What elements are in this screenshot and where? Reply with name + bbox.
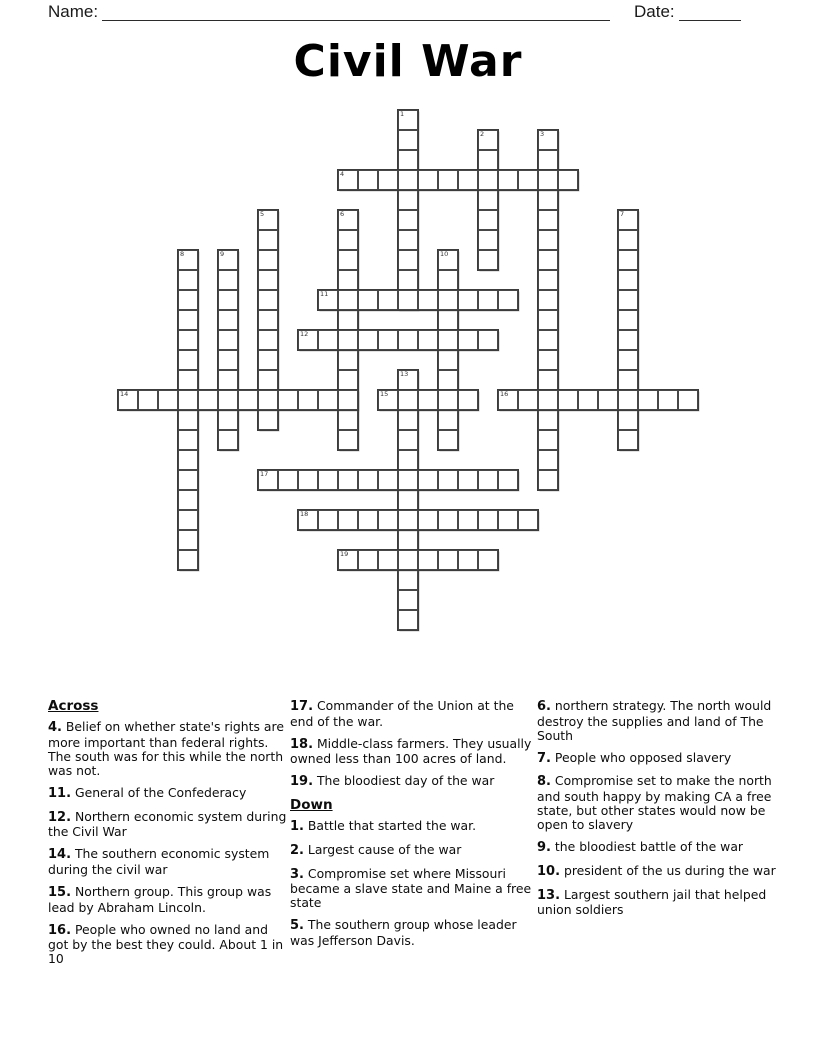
clue-number-label: 6. [537, 699, 551, 714]
word-12-across [298, 330, 498, 350]
grid-cell [438, 170, 458, 190]
word-16-across [498, 390, 698, 410]
grid-cell [298, 470, 318, 490]
grid-cell [218, 370, 238, 390]
grid-cell [178, 330, 198, 350]
clue-17: 17. Commander of the Union at the end of the war. [290, 698, 514, 729]
clue-11: 11. General of the Confederacy [48, 784, 247, 801]
grid-cell [478, 330, 498, 350]
grid-cell [598, 390, 618, 410]
grid-cell [398, 470, 418, 490]
grid-cell [358, 550, 378, 570]
grid-cell [478, 550, 498, 570]
grid-cell [618, 210, 638, 230]
grid-cell [258, 290, 278, 310]
grid-cell [658, 390, 678, 410]
grid-cell [178, 470, 198, 490]
grid-cell [458, 510, 478, 530]
clue-number-11: 11 [320, 290, 329, 298]
name-label: Name: [48, 2, 99, 21]
grid-cell [338, 350, 358, 370]
word-4-across [338, 170, 578, 190]
crossword-grid [118, 110, 698, 630]
grid-cell [218, 390, 238, 410]
grid-cell [378, 330, 398, 350]
grid-cell [538, 390, 558, 410]
grid-cell [178, 530, 198, 550]
grid-cell [538, 450, 558, 470]
grid-cell [438, 470, 458, 490]
grid-cell [418, 330, 438, 350]
grid-cell [118, 390, 138, 410]
grid-cell [618, 310, 638, 330]
grid-cell [438, 330, 458, 350]
grid-cell [338, 270, 358, 290]
grid-cell [478, 150, 498, 170]
grid-cell [438, 390, 458, 410]
grid-cell [358, 510, 378, 530]
grid-cell [398, 190, 418, 210]
grid-cell [338, 430, 358, 450]
grid-cell [338, 470, 358, 490]
grid-cell [538, 330, 558, 350]
grid-cell [258, 250, 278, 270]
word-1-down [398, 110, 418, 310]
grid-cell [278, 470, 298, 490]
grid-cell [458, 550, 478, 570]
grid-cell [458, 390, 478, 410]
grid-cell [238, 390, 258, 410]
grid-cell [258, 470, 278, 490]
word-18-across [298, 510, 538, 530]
grid-cell [638, 390, 658, 410]
grid-cell [418, 390, 438, 410]
clue-number-label: 12. [48, 809, 72, 825]
grid-cell [538, 350, 558, 370]
grid-cell [338, 410, 358, 430]
clue-number-3: 3 [540, 130, 545, 138]
clue-number-18: 18 [300, 510, 309, 518]
grid-cell [618, 370, 638, 390]
date-label: Date: [634, 2, 675, 21]
grid-cell [338, 170, 358, 190]
grid-cell [458, 170, 478, 190]
word-19-across [338, 550, 498, 570]
grid-cell [478, 470, 498, 490]
clue-2: 2. Largest cause of the war [290, 842, 462, 859]
grid-cell [478, 510, 498, 530]
grid-cell [418, 510, 438, 530]
grid-cell [418, 170, 438, 190]
clue-number-label: 14. [48, 847, 72, 863]
clue-number-16: 16 [500, 390, 509, 398]
grid-cell [358, 290, 378, 310]
clue-number-label: 7. [537, 750, 551, 766]
grid-cell [398, 170, 418, 190]
grid-cell [618, 430, 638, 450]
clue-number-17: 17 [260, 470, 269, 478]
grid-cell [258, 390, 278, 410]
grid-cell [218, 250, 238, 270]
grid-cell [178, 350, 198, 370]
grid-cell [478, 230, 498, 250]
grid-cell [618, 390, 638, 410]
grid-cell [398, 550, 418, 570]
grid-cell [538, 250, 558, 270]
grid-cell [278, 390, 298, 410]
clue-number-15: 15 [380, 390, 389, 398]
clue-list-header-down: Down [290, 797, 333, 814]
grid-cell [258, 210, 278, 230]
grid-cell [398, 610, 418, 630]
word-7-down [618, 210, 638, 450]
clue-number-label: 19. [290, 774, 314, 790]
word-9-down [218, 250, 238, 450]
word-10-down [438, 250, 458, 450]
grid-cell [618, 270, 638, 290]
grid-cell [398, 270, 418, 290]
grid-cell [438, 550, 458, 570]
grid-cell [258, 410, 278, 430]
grid-cell [138, 390, 158, 410]
grid-cell [538, 370, 558, 390]
grid-cell [318, 290, 338, 310]
grid-cell [618, 330, 638, 350]
grid-cell [458, 330, 478, 350]
grid-cell [538, 310, 558, 330]
clue-4: 4. Belief on whether state's rights are more important than federal rights. The south was for this while the north was not. [48, 719, 284, 778]
clue-16: 16. People who owned no land and got by the best they could. About 1 in 10 [48, 921, 284, 967]
clue-number-label: 1. [290, 819, 304, 835]
grid-cell [178, 310, 198, 330]
clue-number-5: 5 [260, 210, 265, 218]
grid-cell [398, 530, 418, 550]
grid-cell [218, 330, 238, 350]
clue-18: 18. Middle-class farmers. They usually owned less than 100 acres of land. [290, 735, 532, 767]
grid-cell [338, 310, 358, 330]
grid-cell [538, 410, 558, 430]
clue-number-label: 10. [537, 863, 561, 879]
clue-number-4: 4 [340, 170, 345, 178]
grid-cell [418, 290, 438, 310]
grid-cell [318, 470, 338, 490]
grid-cell [378, 470, 398, 490]
grid-cell [438, 270, 458, 290]
grid-cell [478, 190, 498, 210]
word-15-across [378, 390, 478, 410]
clue-12: 12. Northern economic system during the Civil War [48, 808, 287, 840]
clue-number-label: 18. [290, 736, 314, 752]
grid-cell [678, 390, 698, 410]
grid-cell [258, 370, 278, 390]
clue-number-8: 8 [180, 250, 185, 258]
grid-cell [438, 410, 458, 430]
grid-cell [538, 210, 558, 230]
clue-number-1: 1 [400, 110, 405, 118]
grid-cell [558, 390, 578, 410]
grid-cell [318, 330, 338, 350]
grid-cell [218, 270, 238, 290]
grid-cell [338, 250, 358, 270]
grid-cell [298, 330, 318, 350]
clue-6: 6. northern strategy. The north would destroy the supplies and land of The South [537, 698, 772, 743]
word-14-across [118, 390, 358, 410]
grid-cell [258, 270, 278, 290]
clue-15: 15. Northern group. This group was lead by Abraham Lincoln. [48, 884, 272, 915]
grid-cell [218, 430, 238, 450]
clue-number-6: 6 [340, 210, 345, 218]
grid-cell [158, 390, 178, 410]
grid-cell [338, 370, 358, 390]
grid-cell [298, 390, 318, 410]
grid-cell [478, 170, 498, 190]
grid-cell [498, 170, 518, 190]
grid-cell [578, 390, 598, 410]
grid-cell [338, 290, 358, 310]
clue-number-label: 4. [48, 720, 62, 736]
grid-cell [178, 390, 198, 410]
grid-cell [338, 390, 358, 410]
clue-list-header-across: Across [48, 698, 99, 714]
word-2-down [478, 130, 498, 270]
grid-cell [618, 350, 638, 370]
grid-cell [178, 250, 198, 270]
grid-cell [178, 430, 198, 450]
clue-10: 10. president of the us during the war [537, 862, 776, 879]
clues-column-down [537, 699, 780, 925]
grid-cell [538, 170, 558, 190]
clues-column-across [48, 699, 288, 975]
grid-cell [398, 450, 418, 470]
grid-cell [438, 430, 458, 450]
clue-number-19: 19 [340, 550, 349, 558]
clue-number-label: 16. [48, 922, 72, 938]
grid-cell [398, 150, 418, 170]
clue-number-12: 12 [300, 330, 309, 338]
clue-number-label: 17. [290, 699, 314, 714]
grid-cell [378, 390, 398, 410]
clue-13: 13. Largest southern jail that helped union soldiers [537, 886, 767, 918]
grid-cell [338, 510, 358, 530]
grid-cell [338, 330, 358, 350]
grid-cell [198, 390, 218, 410]
grid-cell [438, 290, 458, 310]
clue-number-label: 15. [48, 885, 72, 901]
grid-cell [498, 510, 518, 530]
grid-cell [418, 550, 438, 570]
clue-number-label: 2. [290, 843, 304, 859]
grid-cell [358, 170, 378, 190]
grid-cell [438, 350, 458, 370]
date-fill-line [679, 2, 741, 21]
grid-cell [438, 250, 458, 270]
grid-cell [458, 470, 478, 490]
grid-cell [538, 470, 558, 490]
grid-cell [298, 510, 318, 530]
grid-cell [178, 450, 198, 470]
grid-cell [498, 390, 518, 410]
grid-cell [478, 290, 498, 310]
grid-cell [398, 370, 418, 390]
grid-cell [398, 130, 418, 150]
grid-cell [558, 170, 578, 190]
clue-7: 7. People who opposed slavery [537, 749, 732, 766]
word-8-down [178, 250, 198, 570]
grid-cell [218, 290, 238, 310]
clue-number-9: 9 [220, 250, 225, 258]
grid-cell [618, 250, 638, 270]
grid-cell [618, 410, 638, 430]
grid-cell [318, 510, 338, 530]
grid-cell [378, 550, 398, 570]
grid-cell [618, 290, 638, 310]
clue-number-label: 11. [48, 785, 72, 801]
clue-5: 5. The southern group whose leader was Jefferson Davis. [290, 917, 517, 949]
grid-cell [398, 430, 418, 450]
clue-9: 9. the bloodiest battle of the war [537, 839, 744, 856]
grid-cell [318, 390, 338, 410]
grid-cell [398, 510, 418, 530]
grid-cell [398, 210, 418, 230]
clue-number-13: 13 [400, 370, 409, 378]
grid-cell [398, 110, 418, 130]
clue-number-14: 14 [120, 390, 129, 398]
word-17-across [258, 470, 518, 490]
clue-number-label: 9. [537, 840, 551, 856]
clue-14: 14. The southern economic system during the civil war [48, 846, 270, 878]
grid-cell [398, 250, 418, 270]
grid-cell [438, 310, 458, 330]
grid-cell [458, 290, 478, 310]
clue-number-label: 5. [290, 918, 304, 934]
grid-cell [258, 310, 278, 330]
grid-cell [338, 210, 358, 230]
clue-3: 3. Compromise set where Missouri became a slave state and Maine a free state [290, 865, 532, 911]
grid-cell [538, 190, 558, 210]
grid-cell [378, 170, 398, 190]
clue-19: 19. The bloodiest day of the war [290, 773, 495, 790]
clues-column-middle [290, 699, 537, 956]
clue-1: 1. Battle that started the war. [290, 818, 477, 835]
grid-cell [398, 570, 418, 590]
grid-cell [538, 270, 558, 290]
grid-cell [538, 290, 558, 310]
grid-cell [358, 330, 378, 350]
grid-cell [218, 410, 238, 430]
grid-cell [338, 230, 358, 250]
grid-cell [518, 390, 538, 410]
grid-cell [538, 130, 558, 150]
grid-cell [398, 290, 418, 310]
grid-cell [398, 330, 418, 350]
grid-cell [178, 490, 198, 510]
grid-cell [418, 470, 438, 490]
grid-cell [258, 350, 278, 370]
grid-cell [178, 370, 198, 390]
grid-cell [178, 510, 198, 530]
grid-cell [398, 410, 418, 430]
grid-cell [538, 230, 558, 250]
grid-cell [538, 150, 558, 170]
grid-cell [218, 310, 238, 330]
grid-cell [178, 410, 198, 430]
grid-cell [398, 490, 418, 510]
clue-number-2: 2 [480, 130, 485, 138]
grid-cell [398, 230, 418, 250]
grid-cell [218, 350, 238, 370]
grid-cell [438, 510, 458, 530]
grid-cell [178, 290, 198, 310]
grid-cell [438, 370, 458, 390]
clue-8: 8. Compromise set to make the north and south happy by making CA a free state, but other states would now be open to slavery [537, 773, 772, 833]
grid-cell [538, 430, 558, 450]
grid-cell [398, 590, 418, 610]
grid-cell [478, 250, 498, 270]
clue-number-label: 3. [290, 866, 304, 882]
grid-cell [498, 290, 518, 310]
grid-cell [338, 550, 358, 570]
name-fill-line [102, 2, 610, 21]
grid-cell [498, 470, 518, 490]
grid-cell [258, 230, 278, 250]
grid-cell [478, 130, 498, 150]
grid-cell [478, 210, 498, 230]
clue-number-label: 13. [537, 887, 561, 903]
grid-cell [518, 510, 538, 530]
grid-cell [398, 390, 418, 410]
clue-number-10: 10 [440, 250, 449, 258]
page-title: Civil War [293, 36, 523, 87]
grid-cell [378, 290, 398, 310]
grid-cell [358, 470, 378, 490]
grid-cell [178, 550, 198, 570]
grid-cell [618, 230, 638, 250]
grid-cell [518, 170, 538, 190]
grid-cell [178, 270, 198, 290]
word-11-across [318, 290, 518, 310]
clue-number-label: 8. [537, 774, 551, 790]
grid-cell [258, 330, 278, 350]
clue-number-7: 7 [620, 210, 625, 218]
grid-cell [378, 510, 398, 530]
